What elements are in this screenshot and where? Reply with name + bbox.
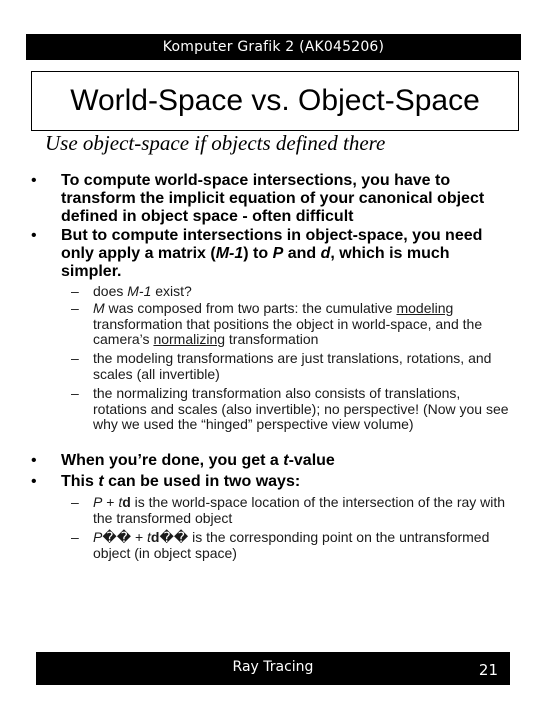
bullet-item: • This t can be used in two ways:	[61, 473, 506, 491]
sub-bullet-item: – the normalizing transformation also consists of translations, rotations and scales (also invertible); no perspective! (Now you see why we used the “hinged” perspective view volume)	[93, 386, 511, 433]
sub-bullet-item: – does M-1 exist?	[93, 284, 511, 300]
slide-subtitle: Use object-space if objects defined there	[45, 131, 386, 155]
footer-title: Ray Tracing	[232, 659, 314, 675]
course-title: Komputer Grafik 2 (AK045206)	[162, 39, 385, 55]
bullet-item: • When you’re done, you get a t-value	[61, 452, 506, 470]
header-bar	[26, 34, 521, 60]
bullet-item: • But to compute intersections in object-space, you need only apply a matrix (M-1) to P and d, which is much simpler.	[61, 227, 506, 281]
sub-bullet-item: – P�� + td�� is the corresponding point on the untransformed object (in object space)	[93, 530, 511, 561]
bullet-item: • To compute world-space intersections, you have to transform the implicit equation of your canonical object defined in object space - often difficult	[61, 172, 506, 226]
sub-bullet-item: – M was composed from two parts: the cumulative modeling transformation that positions the object in world-space, and the camera’s normalizing transformation	[93, 301, 511, 348]
title-box	[31, 71, 519, 131]
page-number: 21	[478, 661, 498, 679]
footer-bar	[36, 652, 510, 685]
sub-bullet-item: – P + td is the world-space location of the intersection of the ray with the transformed object	[93, 495, 511, 526]
slide-title: World-Space vs. Object-Space	[70, 84, 480, 117]
sub-bullet-item: – the modeling transformations are just translations, rotations, and scales (all invertible)	[93, 351, 511, 382]
